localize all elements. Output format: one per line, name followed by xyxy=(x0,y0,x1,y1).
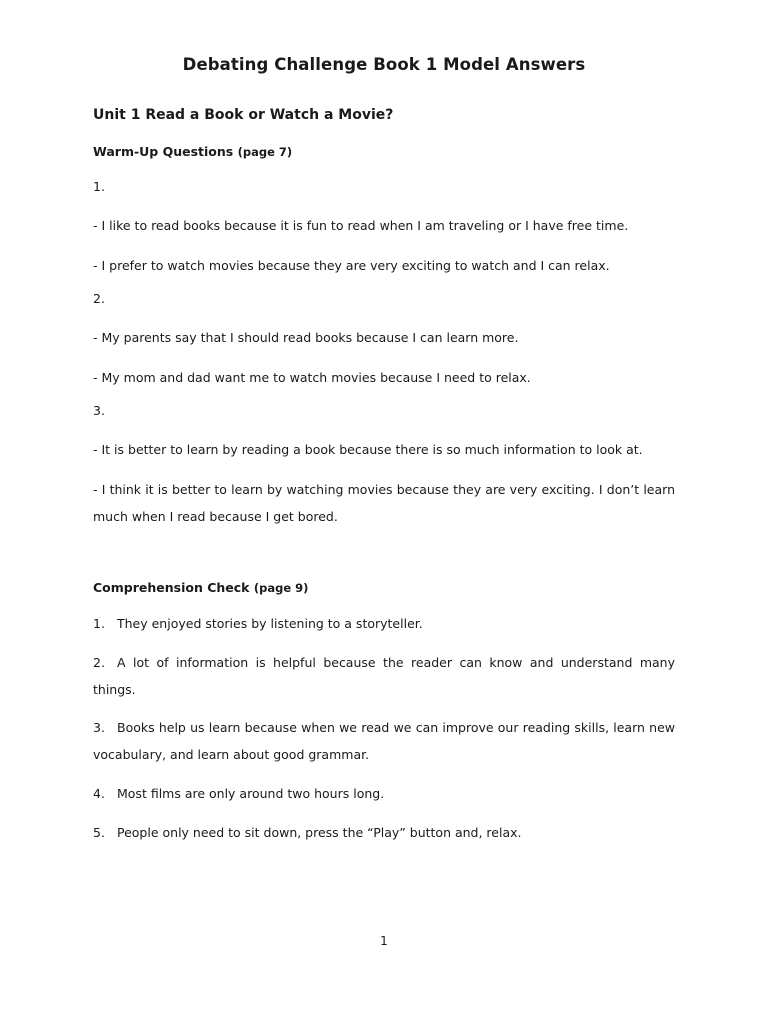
comprehension-heading xyxy=(93,580,308,595)
warmup-q2-answer-1: - My parents say that I should read books because I can learn more. xyxy=(93,330,519,345)
comprehension-heading-text: Comprehension Check xyxy=(93,580,250,595)
comprehension-item-number: 4. xyxy=(93,786,105,801)
warmup-q3-answer-1: - It is better to learn by reading a book because there is so much information to look at. xyxy=(93,442,643,457)
comprehension-item xyxy=(93,714,675,768)
warmup-q3-number: 3. xyxy=(93,403,105,418)
comprehension-page-ref: (page 9) xyxy=(253,581,309,595)
warmup-page-ref: (page 7) xyxy=(237,145,293,159)
document-title: Debating Challenge Book 1 Model Answers xyxy=(182,55,586,74)
comprehension-item-text: Books help us learn because when we read we can improve our reading skills, learn new vocabulary, and learn about good grammar. xyxy=(93,720,675,762)
comprehension-item-text: Most films are only around two hours long. xyxy=(117,786,385,801)
comprehension-item-number: 1. xyxy=(93,616,105,631)
comprehension-item xyxy=(93,649,675,703)
comprehension-item-text: A lot of information is helpful because the reader can know and understand many things. xyxy=(93,655,675,697)
comprehension-item-text: They enjoyed stories by listening to a storyteller. xyxy=(117,616,423,631)
page-number: 1 xyxy=(380,934,388,948)
comprehension-item-number: 5. xyxy=(93,825,105,840)
comprehension-item-number: 3. xyxy=(93,720,105,735)
warmup-q2-number: 2. xyxy=(93,291,105,306)
unit-title: Unit 1 Read a Book or Watch a Movie? xyxy=(93,107,394,123)
warmup-q2-answer-2: - My mom and dad want me to watch movies because I need to relax. xyxy=(93,370,531,385)
comprehension-item-text: People only need to sit down, press the “Play” button and, relax. xyxy=(117,825,522,840)
comprehension-item xyxy=(93,819,675,846)
warmup-heading xyxy=(93,144,292,159)
warmup-q1-answer-1: - I like to read books because it is fun to read when I am traveling or I have free time. xyxy=(93,218,629,233)
warmup-q3-answer-2: - I think it is better to learn by watching movies because they are very exciting. I don’t learn much when I read because I get bored. xyxy=(93,482,675,524)
comprehension-item xyxy=(93,780,675,807)
warmup-q1-number: 1. xyxy=(93,179,105,194)
warmup-q1-answer-2: - I prefer to watch movies because they are very exciting to watch and I can relax. xyxy=(93,258,610,273)
comprehension-item-number: 2. xyxy=(93,655,105,670)
warmup-heading-text: Warm-Up Questions xyxy=(93,144,234,159)
comprehension-item xyxy=(93,610,675,637)
